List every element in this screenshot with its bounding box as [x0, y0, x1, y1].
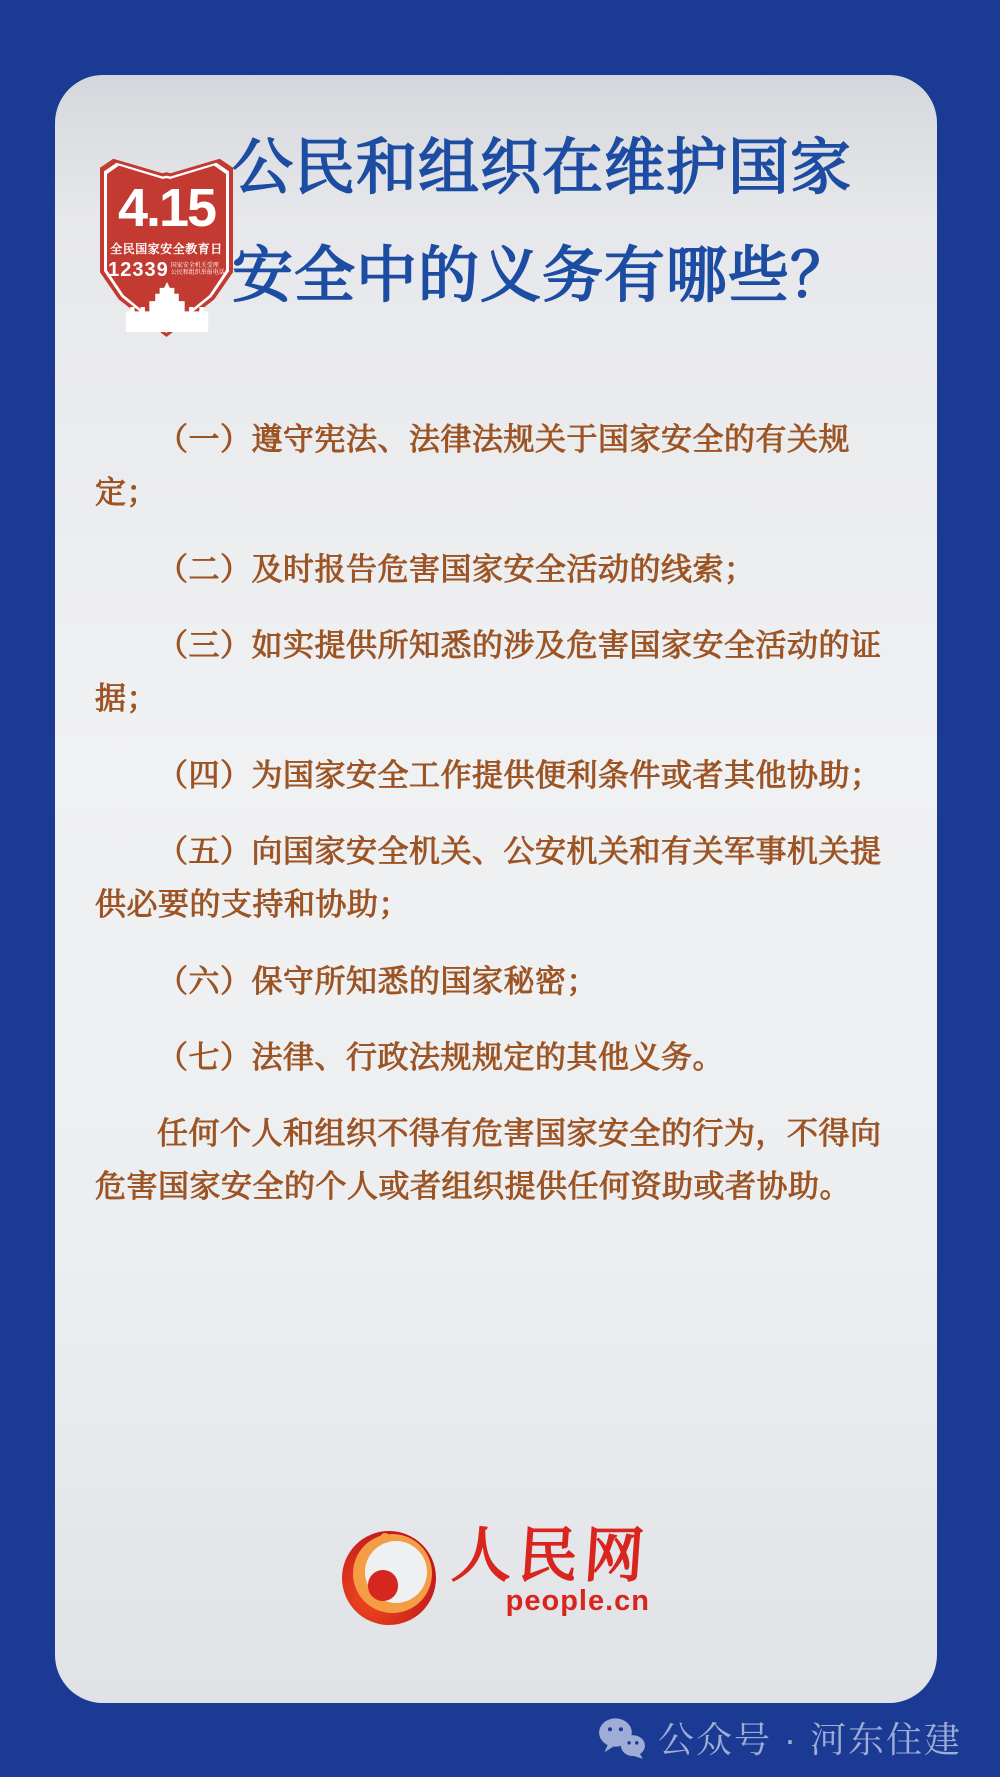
watermark-text: 公众号 · 河东住建 — [658, 1719, 962, 1760]
obligation-item-2: （二）及时报告危害国家安全活动的线索； — [157, 551, 756, 587]
obligation-item-6: （六）保守所知悉的国家秘密； — [157, 963, 598, 999]
obligation-item-3: （三）如实提供所知悉的涉及危害国家安全活动的证据； — [95, 627, 882, 717]
badge-hotline-number: 12339 — [108, 259, 169, 281]
badge-date: 4.15 — [117, 178, 216, 238]
title-line-2: 安全中的义务有哪些？ — [232, 241, 853, 309]
closing-paragraph: 任何个人和组织不得有危害国家安全的行为，不得向危害国家安全的个人或者组织提供任何资助或者协助。 — [95, 1116, 882, 1205]
great-wall-icon — [125, 282, 209, 332]
wechat-icon — [598, 1717, 646, 1759]
badge-hotline-note: 国家安全机关受理 公民和组织举报电话 — [170, 262, 225, 276]
people-cn-brand-name: 人民网 — [449, 1522, 653, 1589]
people-cn-logo — [55, 1523, 937, 1625]
national-security-day-badge — [100, 157, 233, 337]
obligation-item-7: （七）法律、行政法规规定的其他义务。 — [157, 1039, 724, 1075]
badge-title: 全民国家安全教育日 — [110, 242, 223, 256]
wechat-account-watermark — [598, 1712, 962, 1763]
poster-card — [55, 75, 937, 1703]
obligation-item-1: （一）遵守宪法、法律法规关于国家安全的有关规定； — [95, 422, 850, 511]
obligations-list — [95, 413, 903, 1237]
people-cn-globe-icon — [342, 1531, 436, 1625]
people-cn-domain: people.cn — [505, 1585, 650, 1617]
obligation-item-5: （五）向国家安全机关、公安机关和有关军事机关提供必要的支持和协助； — [95, 833, 882, 923]
page-title — [232, 133, 853, 309]
obligation-item-4: （四）为国家安全工作提供便利条件或者其他协助； — [157, 757, 882, 793]
title-line-1: 公民和组织在维护国家 — [232, 133, 853, 201]
